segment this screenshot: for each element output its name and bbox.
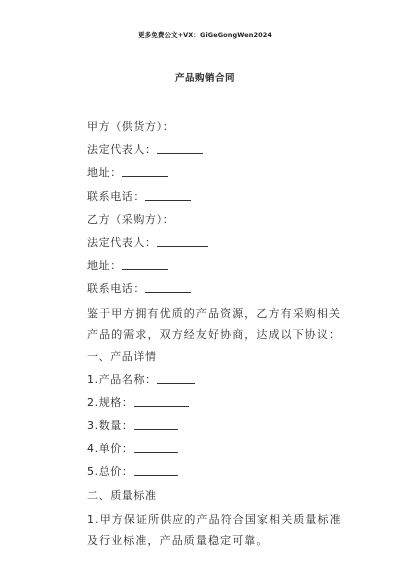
seller-phone-line (87, 189, 347, 204)
seller-address-label: 地址： (87, 166, 122, 180)
header-note: 更多免费公文+VX：GiGeGongWen2024 (138, 31, 272, 39)
buyer-rep-label: 法定代表人： (87, 235, 157, 249)
buyer-phone-line (87, 281, 347, 296)
item2-line (87, 395, 347, 410)
buyer-rep-line (87, 235, 347, 250)
section1-heading (87, 349, 347, 364)
buyer-address-line (87, 258, 347, 273)
item4-blank (134, 441, 178, 453)
seller-phone-blank (145, 189, 191, 201)
item5-label: 5.总价： (87, 465, 134, 479)
seller-rep-label: 法定代表人： (87, 143, 157, 157)
item3-label: 3.数量： (87, 419, 134, 433)
seller-rep-blank (157, 142, 203, 154)
seller-heading-text: 甲方（供货方）： (87, 120, 175, 133)
section2-heading-text: 二、质量标准 (87, 488, 157, 502)
buyer-phone-blank (145, 281, 191, 293)
buyer-address-blank (122, 258, 168, 270)
intro-paragraph-block (87, 303, 347, 345)
item3-blank (134, 418, 178, 430)
intro-paragraph (61, 303, 349, 345)
item1-line (87, 372, 347, 387)
item1-label: 1.产品名称： (87, 372, 157, 386)
item5-line (87, 464, 347, 479)
buyer-heading-text: 乙方（采购方）： (87, 212, 175, 226)
section1-heading-text: 一、产品详情 (87, 349, 157, 363)
buyer-address-label: 地址： (87, 259, 122, 273)
item3-line (87, 418, 347, 433)
seller-heading (87, 119, 347, 134)
document-body (87, 119, 347, 555)
seller-address-blank (122, 165, 168, 177)
item5-blank (134, 464, 178, 476)
item4-label: 4.单价： (87, 442, 134, 456)
item2-blank (134, 395, 189, 407)
buyer-heading (87, 212, 347, 227)
seller-rep-line (87, 142, 347, 157)
section2-heading (87, 488, 347, 503)
seller-address-line (87, 165, 347, 180)
document-title: 产品购销合同 (174, 73, 235, 84)
item1-blank (157, 372, 195, 384)
seller-phone-label: 联系电话： (87, 189, 145, 203)
quality-paragraph (61, 509, 349, 551)
buyer-phone-label: 联系电话： (87, 282, 145, 296)
quality-paragraph-block (87, 509, 347, 551)
item2-label: 2.规格： (87, 395, 134, 409)
item4-line (87, 441, 347, 456)
quality-paragraph-text: 1.甲方保证所供应的产品符合国家相关质量标准及行业标准，产品质量稳定可靠。 (87, 512, 342, 547)
intro-paragraph-text: 鉴于甲方拥有优质的产品资源，乙方有采购相关产品的需求，双方经友好协商，达成以下协议： (87, 306, 342, 341)
buyer-rep-blank (157, 235, 208, 247)
